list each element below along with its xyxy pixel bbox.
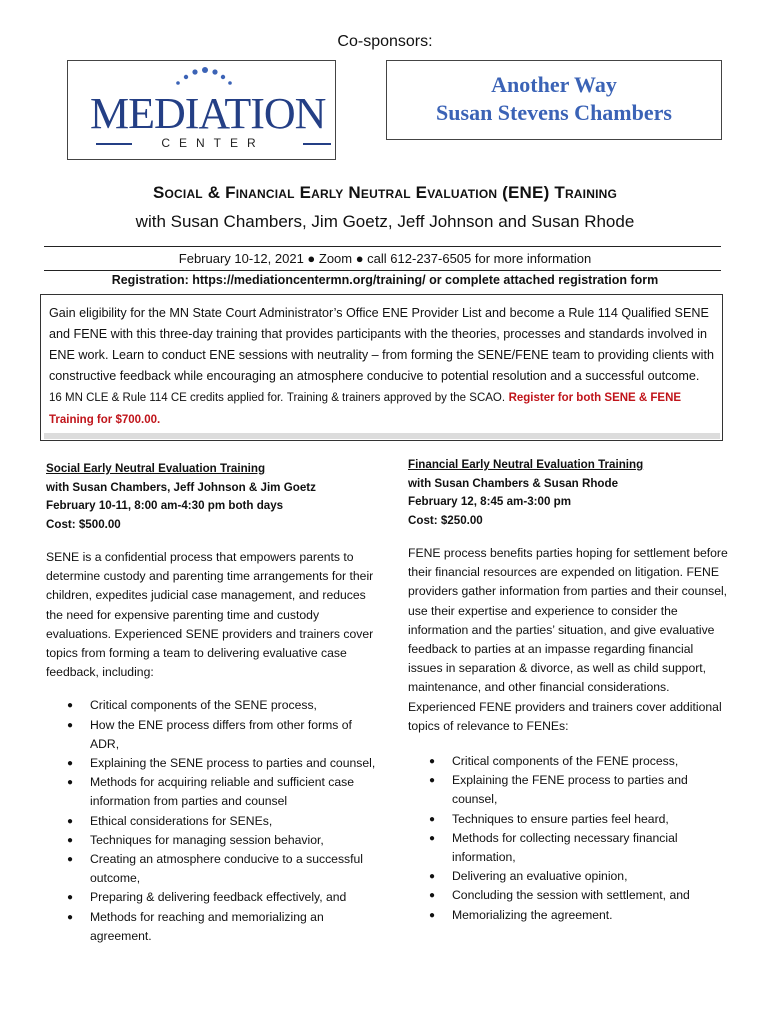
another-way-title: Another Way	[491, 72, 617, 97]
sene-heading: Social Early Neutral Evaluation Training	[46, 462, 266, 475]
fene-description: FENE process benefits parties hoping for settlement before their financial resources are expended on litigation. FENE providers gather information from parties and their counsel, use their expertise and experience to consider the information and the parties’ situation, and give evaluative feedback to parties at an impasse regarding financial issues in separation & divorce, as well as child support, maintenance, and other financial considerations. Experienced FENE providers and trainers cover additional topics of relevance to FENEs:	[408, 546, 728, 733]
intro-box	[40, 294, 723, 441]
list-item: ● Techniques to ensure parties feel heard,	[452, 810, 728, 829]
bullet-icon: ●	[67, 911, 74, 923]
fene-header	[408, 456, 728, 530]
list-item: ● Ethical considerations for SENEs,	[90, 812, 376, 831]
list-item: ● Creating an atmosphere conducive to a successful outcome,	[67, 852, 364, 886]
list-item: ● Methods for reaching and memorializing an agreement.	[67, 909, 324, 943]
list-item: ● Critical components of the FENE process,	[452, 752, 728, 771]
sene-cost: Cost: $500.00	[46, 517, 121, 531]
logo-rule-left	[96, 143, 132, 145]
fene-dates: February 12, 8:45 am-3:00 pm	[408, 495, 572, 508]
intro-approved: Training & trainers approved by the SCAO.	[286, 392, 506, 404]
bullet-icon: ●	[67, 892, 74, 904]
logo-rule-right	[303, 143, 331, 145]
list-item: ● Explaining the FENE process to parties and counsel,	[429, 773, 688, 807]
bullet-icon: ●	[67, 854, 74, 866]
divider-bottom	[44, 270, 721, 271]
bullet-icon: ●	[429, 909, 436, 921]
bullet-icon: ●	[67, 815, 74, 827]
intro-credits: 16 MN CLE & Rule 114 CE credits applied for.	[49, 392, 284, 404]
bullet-icon: ●	[67, 777, 74, 789]
bullet-icon: ●	[429, 832, 436, 844]
intro-shadow	[44, 433, 720, 439]
list-item: ● Critical components of the SENE process,	[90, 696, 376, 715]
bullet-icon: ●	[67, 719, 74, 731]
register-offer: Register for both SENE & FENE Training for $700.00.	[49, 392, 682, 426]
fene-heading: Financial Early Neutral Evaluation Training	[408, 458, 644, 471]
fene-topic-list	[408, 752, 728, 925]
registration-line: Registration: https://mediationcentermn.org/training/ or complete attached registration form	[111, 273, 659, 287]
list-item: ● How the ENE process differs from other forms of ADR,	[67, 717, 352, 751]
sene-topic-list	[46, 696, 376, 946]
another-way-logo	[386, 60, 722, 140]
logo-word: MEDIATION	[90, 89, 326, 138]
sene-header	[46, 460, 376, 534]
list-item: ● Preparing & delivering feedback effectively, and	[90, 888, 376, 907]
page-title	[0, 183, 770, 203]
intro-text: Gain eligibility for the MN State Court Administrator’s Office ENE Provider List and become a Rule 114 Qualified SENE and FENE with this three-day training that provides participants with the theories, processes and standards involved in ENE work. Learn to conduct ENE sessions with neutrality – from forming the SENE/FENE team to providing clients with constructive feedback while encouraging an atmosphere conducive to potential resolution and a successful outcome.	[49, 306, 714, 383]
page-title-text: Social & Financial Early Neutral Evaluation (ENE) Training	[152, 183, 618, 202]
list-item: ● Methods for collecting necessary financial information,	[429, 830, 678, 865]
logo-subword: CENTER	[161, 136, 265, 150]
bullet-icon: ●	[429, 871, 436, 883]
page-subtitle: with Susan Chambers, Jim Goetz, Jeff Johnson and Susan Rhode	[135, 212, 635, 231]
sene-trainers: with Susan Chambers, Jeff Johnson & Jim Goetz	[46, 480, 316, 494]
sene-column	[46, 460, 376, 946]
list-item: ● Concluding the session with settlement, and	[452, 886, 728, 905]
bullet-icon: ●	[67, 700, 74, 712]
date-line: February 10-12, 2021 ● Zoom ● call 612-237-6505 for more information	[178, 251, 592, 266]
divider-top	[44, 246, 721, 247]
another-way-name: Susan Stevens Chambers	[436, 100, 672, 125]
bullet-icon: ●	[67, 758, 74, 770]
bullet-icon: ●	[429, 775, 436, 787]
list-item: ● Techniques for managing session behavior,	[90, 831, 376, 850]
bullet-icon: ●	[429, 756, 436, 768]
list-item: ● Delivering an evaluative opinion,	[452, 867, 728, 886]
fene-column	[408, 456, 728, 925]
list-item: ● Methods for acquiring reliable and sufficient case information from parties and counsel	[67, 775, 354, 809]
list-item: ● Explaining the SENE process to parties and counsel,	[90, 754, 376, 773]
mediation-center-logo	[67, 60, 336, 160]
fene-trainers: with Susan Chambers & Susan Rhode	[408, 476, 619, 490]
list-item: ● Memorializing the agreement.	[452, 906, 728, 925]
sene-dates: February 10-11, 8:00 am-4:30 pm both days	[46, 499, 284, 512]
fene-cost: Cost: $250.00	[408, 513, 483, 527]
sene-description: SENE is a confidential process that empowers parents to determine custody and parenting time arrangements for their children, expedites judicial case management, and reduces the need for expensive parenting time and custody evaluations. Experienced SENE providers and trainers cover topics from forming a team to delivering evaluative case feedback, including:	[46, 550, 374, 680]
bullet-icon: ●	[429, 813, 436, 825]
bullet-icon: ●	[429, 890, 436, 902]
cosponsors-label: Co-sponsors:	[337, 33, 433, 50]
bullet-icon: ●	[67, 834, 74, 846]
